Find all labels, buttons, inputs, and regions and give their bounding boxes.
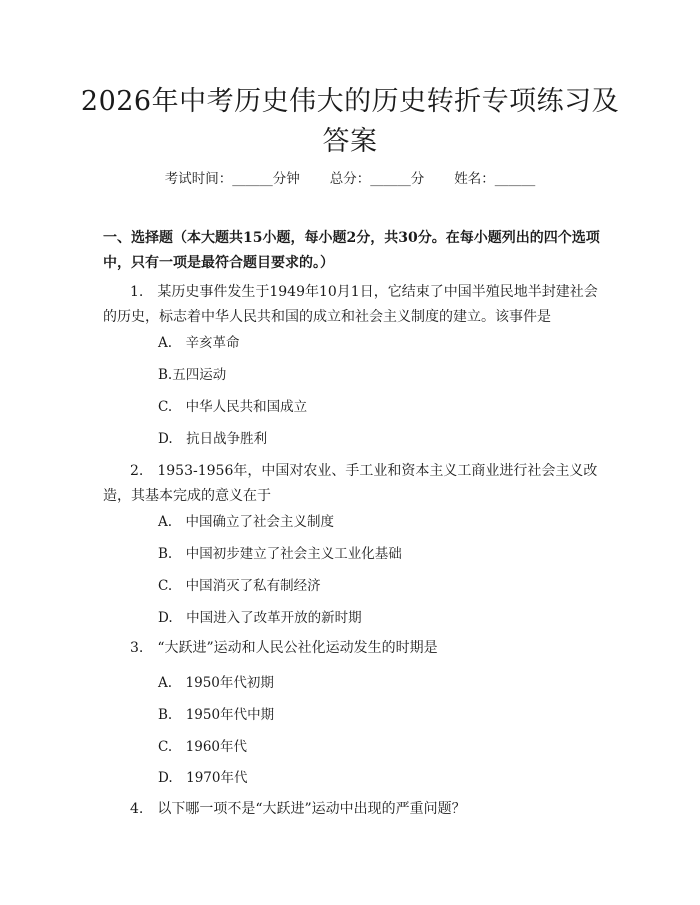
question-2-text: 2. 1953-1956年，中国对农业、手工业和资本主义工商业进行社会主义改造，其基本完成的意义在于 xyxy=(103,463,598,504)
question-3-option-c: C. 1960年代 xyxy=(158,739,247,755)
exam-time-label: 考试时间：______分钟 xyxy=(164,171,300,187)
question-2-option-c: C. 中国消灭了私有制经济 xyxy=(158,578,321,594)
question-3-option-a: A. 1950年代初期 xyxy=(158,675,274,691)
student-name-label: 姓名：______ xyxy=(454,171,536,187)
question-1-option-c: C. 中华人民共和国成立 xyxy=(158,399,308,415)
question-2-option-d: D. 中国进入了改革开放的新时期 xyxy=(158,610,362,626)
question-1-option-d: D. 抗日战争胜利 xyxy=(158,431,268,447)
exam-info-line xyxy=(0,170,700,188)
question-1-option-a: A. 辛亥革命 xyxy=(158,335,240,351)
total-score-label: 总分：______分 xyxy=(329,171,425,187)
question-3-text: 3. “大跃进”运动和人民公社化运动发生的时期是 xyxy=(130,640,438,656)
question-2-option-b: B. 中国初步建立了社会主义工业化基础 xyxy=(158,546,402,562)
question-1-option-b: B.五四运动 xyxy=(158,367,227,383)
page-title: 2026年中考历史伟大的历史转折专项练习及答案 xyxy=(80,86,620,157)
question-2-option-a: A. 中国确立了社会主义制度 xyxy=(158,514,335,530)
question-4-text: 4. 以下哪一项不是“大跃进”运动中出现的严重问题？ xyxy=(130,801,466,817)
question-1-text: 1. 某历史事件发生于1949年10月1日，它结束了中国半殖民地半封建社会的历史，标志着中华人民共和国的成立和社会主义制度的建立。该事件是 xyxy=(103,284,598,325)
question-3-option-b: B. 1950年代中期 xyxy=(158,707,275,723)
question-3-option-d: D. 1970年代 xyxy=(158,770,248,786)
section-heading: 一、选择题（本大题共15小题，每小题2分，共30分。在每小题列出的四个选项中，只有一项是最符合题目要求的。） xyxy=(103,230,600,271)
